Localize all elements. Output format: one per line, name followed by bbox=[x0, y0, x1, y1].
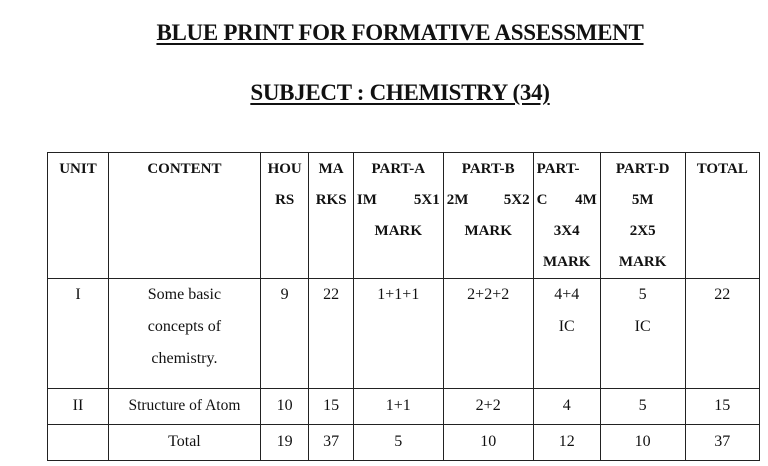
cell-hours: 19 bbox=[260, 425, 309, 461]
cell-hours: 9 bbox=[260, 279, 309, 389]
cell-content: Some basic concepts of chemistry. bbox=[108, 279, 260, 389]
header-part-d: PART-D 5M 2X5 MARK bbox=[600, 153, 685, 279]
cell-part-c: 4 bbox=[533, 389, 600, 425]
header-hours: HOU RS bbox=[260, 153, 309, 279]
header-unit: UNIT bbox=[48, 153, 109, 279]
cell-part-b: 10 bbox=[443, 425, 533, 461]
cell-part-b: 2+2+2 bbox=[443, 279, 533, 389]
cell-part-c: 12 bbox=[533, 425, 600, 461]
table-row bbox=[48, 425, 760, 461]
table-header-row bbox=[48, 153, 760, 279]
cell-part-a: 5 bbox=[353, 425, 443, 461]
cell-content: Total bbox=[108, 425, 260, 461]
header-part-b: PART-B 2M 5X2 MARK bbox=[443, 153, 533, 279]
cell-marks: 22 bbox=[309, 279, 353, 389]
header-part-a: PART-A IM 5X1 MARK bbox=[353, 153, 443, 279]
cell-part-d: 5 bbox=[600, 389, 685, 425]
cell-part-a: 1+1 bbox=[353, 389, 443, 425]
header-content: CONTENT bbox=[108, 153, 260, 279]
cell-unit: I bbox=[48, 279, 109, 389]
cell-marks: 37 bbox=[309, 425, 353, 461]
cell-unit bbox=[48, 425, 109, 461]
cell-hours: 10 bbox=[260, 389, 309, 425]
table-row bbox=[48, 279, 760, 389]
cell-content: Structure of Atom bbox=[108, 389, 260, 425]
blueprint-table bbox=[47, 152, 760, 461]
cell-unit: II bbox=[48, 389, 109, 425]
header-part-c: PART- C 4M 3X4 MARK bbox=[533, 153, 600, 279]
header-marks: MA RKS bbox=[309, 153, 353, 279]
cell-part-d: 10 bbox=[600, 425, 685, 461]
header-total: TOTAL bbox=[685, 153, 759, 279]
table-row bbox=[48, 389, 760, 425]
cell-part-c: 4+4 IC bbox=[533, 279, 600, 389]
cell-total: 37 bbox=[685, 425, 759, 461]
cell-total: 22 bbox=[685, 279, 759, 389]
page-title: BLUE PRINT FOR FORMATIVE ASSESSMENT bbox=[156, 20, 644, 45]
cell-part-a: 1+1+1 bbox=[353, 279, 443, 389]
subject-title: SUBJECT : CHEMISTRY (34) bbox=[250, 80, 550, 105]
cell-part-d: 5 IC bbox=[600, 279, 685, 389]
cell-marks: 15 bbox=[309, 389, 353, 425]
cell-part-b: 2+2 bbox=[443, 389, 533, 425]
cell-total: 15 bbox=[685, 389, 759, 425]
